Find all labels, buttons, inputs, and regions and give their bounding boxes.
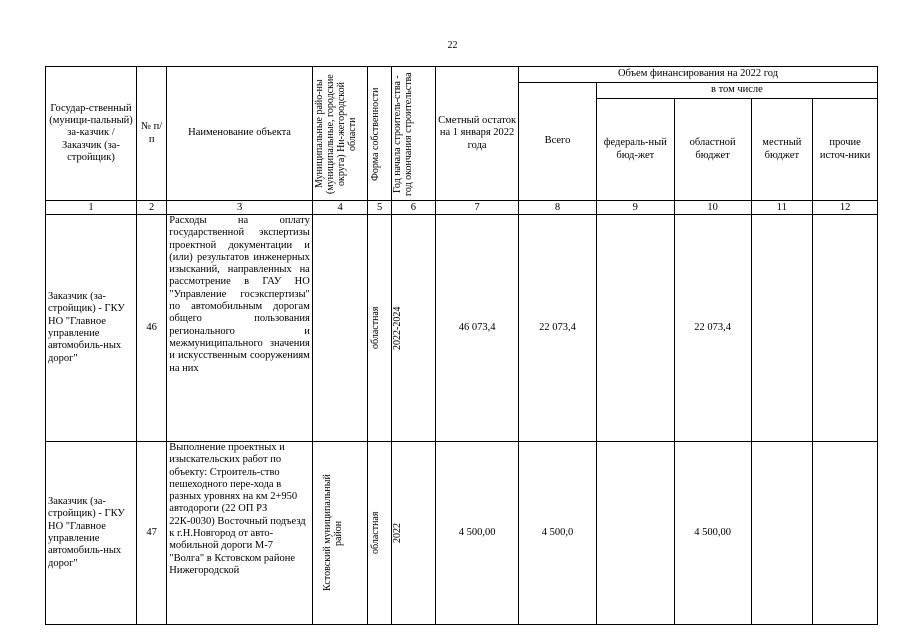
row-municipality-cell: [312, 215, 368, 442]
row-object-name: Выполнение проектных и изыскательских работ по объекту: Строитель-ство пешеходного пере-хода в разных уровнях на км 2+950 автодороги (22 ОП РЗ 22К-0030) Восточный подъезд к г.Н.Новгород от авто-мобильной дороги М-7 "Волга" в Кстовском районе Нижегородской: [167, 442, 313, 625]
row-federal: [596, 442, 674, 625]
row-num: 47: [136, 442, 166, 625]
row-regional: 22 073,4: [674, 215, 751, 442]
header-local: местный бюджет: [751, 99, 813, 201]
row-municipality: Кстовский муниципальный район: [322, 474, 345, 592]
header-remaining: Сметный остаток на 1 января 2022 года: [436, 67, 519, 201]
row-object-name: Расходы на оплату государственной экспертизы проектной документации и (или) результатов инженерных изысканий, направленных на рассмотрение в ГАУ НО "Управление госэкспертизы" по автомобильным дорогам общего пользования регионального и межмуниципального значения и искусственным сооружениям на них: [167, 215, 313, 442]
header-funding-group: Объем финансирования на 2022 год: [519, 67, 878, 83]
column-number: 9: [596, 201, 674, 215]
header-municipality: Муниципальные райо-ны (муниципальные, городские округа) Ни-жегородской области: [314, 73, 359, 194]
row-local: [751, 215, 813, 442]
row-ownership: областная: [369, 306, 381, 350]
row-years: 2022-2024: [392, 306, 404, 350]
row-remaining: 4 500,00: [436, 442, 519, 625]
column-number: 12: [813, 201, 878, 215]
row-customer: Заказчик (за-стройщик) - ГКУ НО "Главное управление автомобиль-ных дорог": [46, 442, 137, 625]
row-other: [813, 442, 878, 625]
header-ownership: Форма собственности: [369, 86, 381, 181]
column-number: 1: [46, 201, 137, 215]
row-ownership: областная: [369, 511, 381, 555]
header-ownership-cell: [368, 67, 391, 201]
column-number: 4: [312, 201, 368, 215]
row-regional: 4 500,00: [674, 442, 751, 625]
row-ownership-cell: [368, 215, 391, 442]
column-number: 2: [136, 201, 166, 215]
row-remaining: 46 073,4: [436, 215, 519, 442]
column-number: 11: [751, 201, 813, 215]
header-total: Всего: [519, 83, 597, 201]
header-customer: Государ-ственный (муници-пальный) за-казчик / Заказчик (за-стройщик): [46, 67, 137, 201]
row-ownership-cell: [368, 442, 391, 625]
row-total: 4 500,0: [519, 442, 597, 625]
row-customer: Заказчик (за-стройщик) - ГКУ НО "Главное управление автомобиль-ных дорог": [46, 215, 137, 442]
row-federal: [596, 215, 674, 442]
row-local: [751, 442, 813, 625]
header-municipality-cell: [312, 67, 368, 201]
header-regional: областной бюджет: [674, 99, 751, 201]
row-other: [813, 215, 878, 442]
column-number: 8: [519, 201, 597, 215]
column-number: 7: [436, 201, 519, 215]
column-number: 6: [391, 201, 435, 215]
header-years: Год начала строитель-ства - год окончания строительства: [392, 71, 415, 196]
column-number: 10: [674, 201, 751, 215]
column-number: 3: [167, 201, 313, 215]
page-number: 22: [447, 40, 458, 51]
header-years-cell: [391, 67, 435, 201]
header-object-name: Наименование объекта: [167, 67, 313, 201]
header-other: прочие источ-ники: [813, 99, 878, 201]
row-total: 22 073,4: [519, 215, 597, 442]
table-row: [46, 442, 878, 625]
table-row: [46, 215, 878, 442]
header-row-1: [46, 67, 878, 83]
row-num: 46: [136, 215, 166, 442]
row-years: 2022: [392, 523, 404, 543]
column-number: 5: [368, 201, 391, 215]
row-municipality-cell: [312, 442, 368, 625]
header-num: № п/п: [136, 67, 166, 201]
header-federal: федераль-ный бюд-жет: [596, 99, 674, 201]
column-numbers-row: [46, 201, 878, 215]
row-years-cell: [391, 215, 435, 442]
header-including: в том числе: [596, 83, 877, 99]
budget-table: [45, 66, 878, 625]
row-years-cell: [391, 442, 435, 625]
